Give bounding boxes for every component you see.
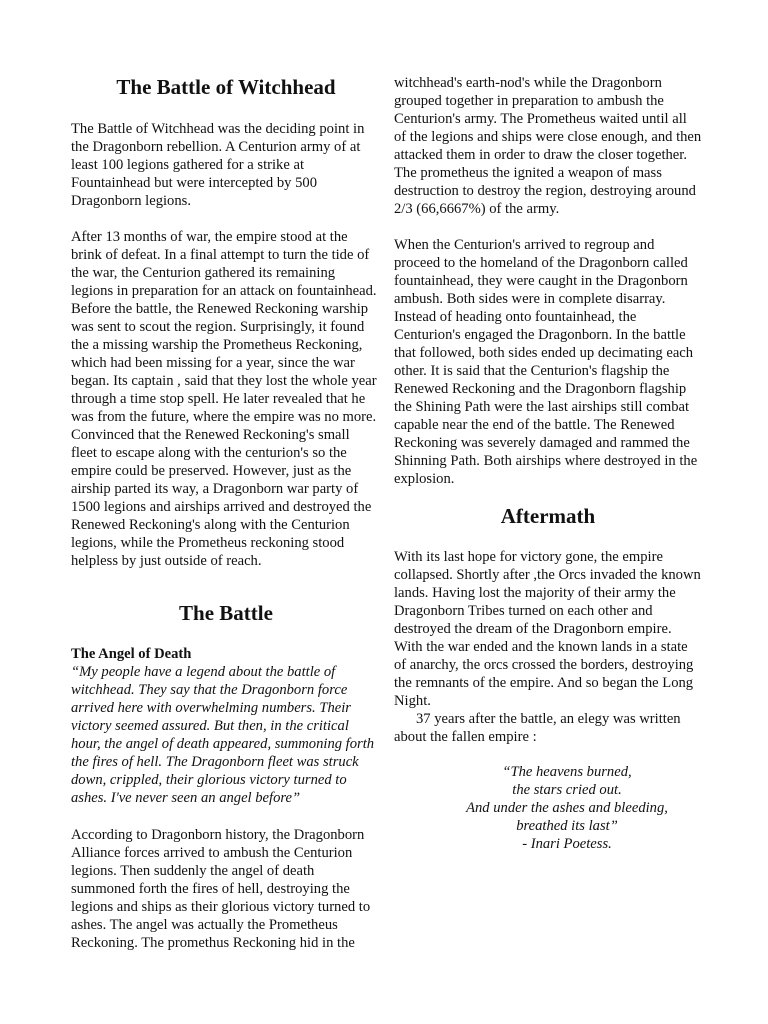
- centurion-paragraph: When the Centurion's arrived to regroup and proceed to the homeland of the Dragonborn called fountainhead, they were caught in the Dragonborn ambush. Both sides were in complete disarray. Instead of heading onto fountainhead, the Centurion's engaged the Dragonborn. In the battle that followed, both sides ended up decimating each other. It is said that the Centurion's flagship the Renewed Reckoning and the Dragonborn flagship the Shining Path were the last airships still combat capable near the end of the battle. The Renewed Reckoning was severely damaged and rammed the Shinning Path. Both airships where destroyed in the explosion.: [394, 237, 698, 487]
- battle-heading: The Battle: [179, 601, 273, 625]
- poem-line: breathed its last”: [516, 818, 618, 834]
- history-paragraph: According to Dragonborn history, the Dragonborn Alliance forces arrived to ambush the Centurion legions. Then suddenly the angel of death summoned forth the fires of hell, destroying the legions and ships as their glorious victory turned to ashes. The angel was actually the Prometheus Reckoning. The promethus Reckoning hid in the: [71, 827, 371, 951]
- article-title: The Battle of Witchhead: [116, 75, 336, 99]
- intro-paragraph-1: The Battle of Witchhead was the deciding point in the Dragonborn rebellion. A Centurion army of at least 100 legions gathered for a strike at Fountainhead but were intercepted by 500 Dragonborn legions.: [71, 121, 365, 209]
- poem-line: the stars cried out.: [512, 782, 622, 798]
- poem-line: “The heavens burned,: [502, 764, 632, 780]
- poem-attribution: - Inari Poetess.: [522, 836, 612, 852]
- aftermath-paragraph: With its last hope for victory gone, the empire collapsed. Shortly after ,the Orcs invaded the known lands. Having lost the majority of their army the Dragonborn Tribes turned on each other and destroyed the dream of the Dragonborn empire. With the war ended and the known lands in a state of anarchy, the orcs crossed the borders, destroying the remnants of the empire. And so began the Long Night.: [394, 549, 701, 709]
- elegy-intro: 37 years after the battle, an elegy was written about the fallen empire :: [394, 711, 681, 745]
- continuation-paragraph: witchhead's earth-nod's while the Dragonborn grouped together in preparation to ambush the Centurion's army. The Prometheus waited until all of the legions and ships were close enough, and then attacked them in order to draw the closer together. The prometheus the ignited a weapon of mass destruction to destroy the region, destroying around 2/3 (66,6667%) of the army.: [394, 75, 702, 217]
- aftermath-heading: Aftermath: [500, 504, 596, 528]
- intro-paragraph-2: After 13 months of war, the empire stood at the brink of defeat. In a final attempt to turn the tide of the war, the Centurion gathered its remaining legions in preparation for an attack on fountainhead. Before the battle, the Renewed Reckoning warship was sent to scout the region. Surprisingly, it found the a missing warship the Prometheus Reckoning, which had been missing for a year, since the war began. Its captain , said that they lost the whole year through a time stop spell. He later revealed that he was from the future, where the empire was no more. Convinced that the Renewed Reckoning's small fleet to escape along with the centurion's so the empire could be preserved. However, just as the airship parted its way, a Dragonborn war party of 1500 legions and airships arrived and destroyed the Renewed Reckoning's along with the Centurion legions, while the Prometheus reckoning stood helpless by just outside of reach.: [71, 229, 377, 569]
- angel-subheading: The Angel of Death: [71, 646, 192, 662]
- elegy-poem: [394, 763, 740, 853]
- poem-line: And under the ashes and bleeding,: [466, 800, 668, 816]
- angel-quote: “My people have a legend about the battle of witchhead. They say that the Dragonborn force arrived here with overwhelming numbers. Their victory seemed assured. But then, in the critical hour, the angel of death appeared, summoning forth the fires of hell. The Dragonborn fleet was struck down, crippled, their glorious victory turned to ashes. I've never seen an angel before”: [71, 664, 375, 806]
